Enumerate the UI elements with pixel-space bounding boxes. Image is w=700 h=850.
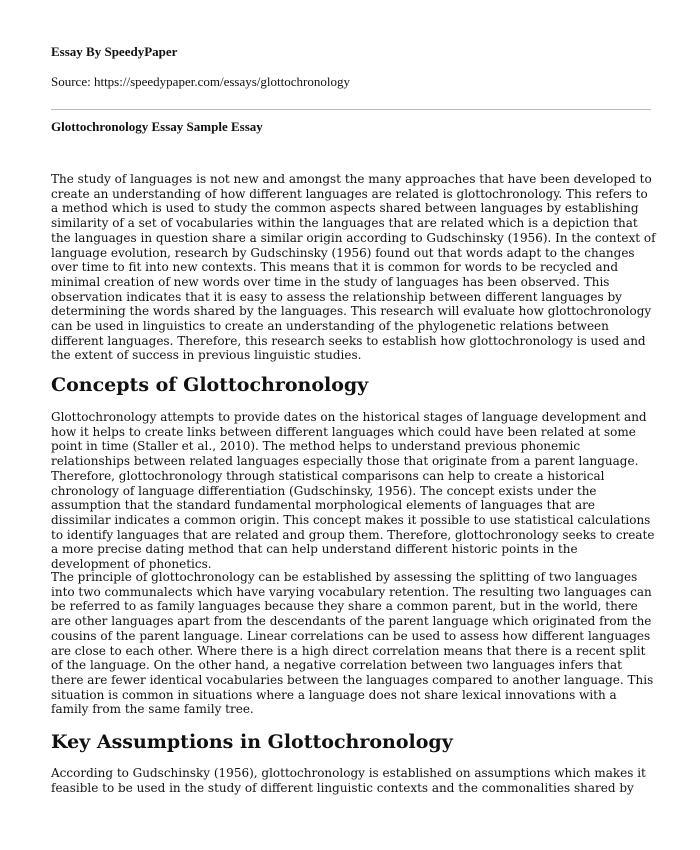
heading-concepts: Concepts of Glottochronology [51,374,369,396]
source-line: Source: https://speedypaper.com/essays/glottochronology [51,74,350,89]
paragraph-intro: The study of languages is not new and amongst the many approaches that have been developed to create an understanding of how different languages are related is glottochronology. This refers to a method which is used to study the common aspects shared between languages by establishing similarity of a set of vocabularies within the languages that are related which is a depiction that the languages in question share a similar origin according to Gudschinsky (1956). In the context of language evolution, research by Gudschinsky (1956) found out that words adapt to the changes over time to fit into new contexts. This means that it is common for words to be recycled and minimal creation of new words over time in the study of languages has been observed. This observation indicates that it is easy to assess the relationship between different languages by determining the words shared by the languages. This research will evaluate how glottochronology can be used in linguistics to create an understanding of the phylogenetic relations between different languages. Therefore, this research seeks to establish how glottochronology is used and the extent of success in previous linguistic studies. [51,172,656,363]
divider [51,109,651,110]
heading-assumptions: Key Assumptions in Glottochronology [51,731,453,753]
paragraph-concepts: Glottochronology attempts to provide dates on the historical stages of language development and how it helps to create links between different languages which could have been related at some point in time (Staller et al., 2010). The method helps to understand previous phonemic relationships between related languages especially those that originate from a parent language. Therefore, glottochronology through statistical comparisons can help to create a historical chronology of language differentiation (Gudschinsky, 1956). The concept exists under the assumption that the standard fundamental morphological elements of languages that are dissimilar indicates a common origin. This concept makes it possible to use statistical calculations to identify languages that are related and group them. Therefore, glottochronology seeks to create a more precise dating method that can help understand different historic points in the development of phonetics. [51,410,655,572]
document-title: Glottochronology Essay Sample Essay [51,119,263,134]
paragraph-assumptions: According to Gudschinsky (1956), glottochronology is established on assumptions which makes it feasible to be used in the study of different linguistic contexts and the commonalities shared by [51,766,646,795]
paragraph-principle: The principle of glottochronology can be established by assessing the splitting of two languages into two communalects which have varying vocabulary retention. The resulting two languages can be referred to as family languages because they share a common parent, but in the world, there are other languages apart from the descendants of the parent language which originated from the cousins of the parent language. Linear correlations can be used to assess how different languages are close to each other. Where there is a high direct correlation means that there is a recent split of the language. On the other hand, a negative correlation between two languages infers that there are fewer identical vocabularies between the languages compared to another language. This situation is common in situations where a language does not share lexical innovations with a family from the same family tree. [51,570,654,717]
brand-title: Essay By SpeedyPaper [51,44,178,59]
